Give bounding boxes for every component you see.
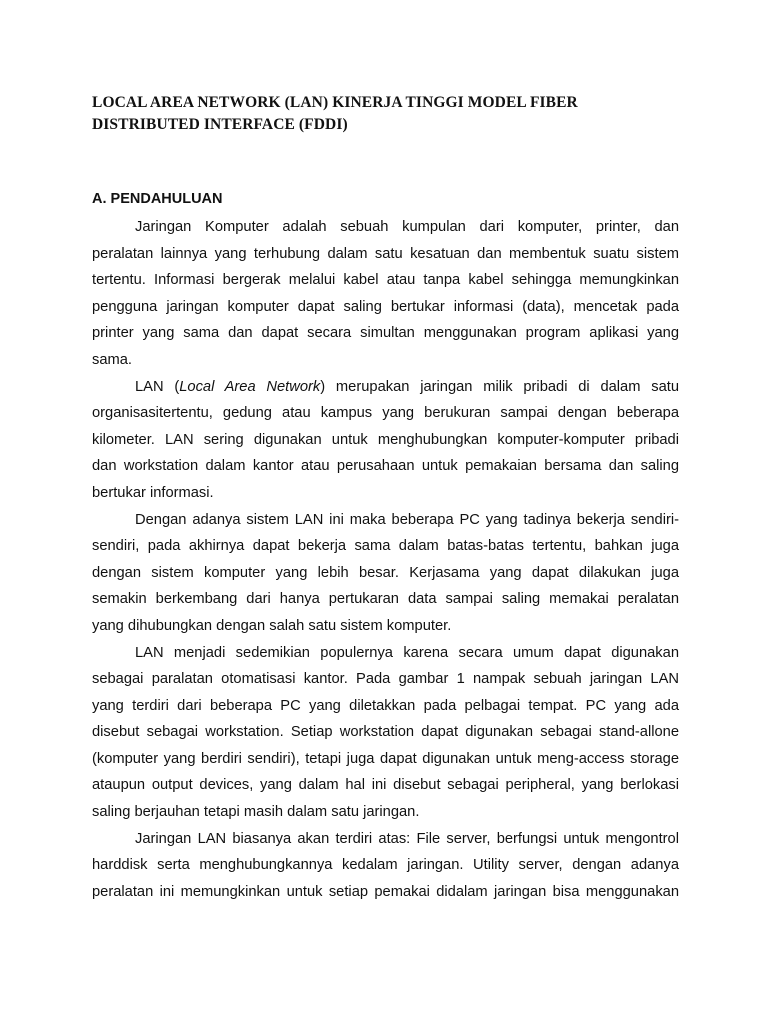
text-line: ataupun output devices, yang dalam hal ini disebut sebagai peripheral, yang berlokasi bbox=[92, 777, 679, 794]
text-line: harddisk serta menghubungkannya kedalam jaringan. Utility server, dengan adanya bbox=[92, 857, 679, 874]
text-line: organisasitertentu, gedung atau kampus yang berukuran sampai dengan beberapa bbox=[92, 405, 679, 422]
italic-term: Local Area Network bbox=[179, 378, 321, 395]
document-title-line: LOCAL AREA NETWORK (LAN) KINERJA TINGGI MODEL FIBER bbox=[92, 94, 578, 111]
text-line: sebagai paralatan otomatisasi kantor. Pada gambar 1 nampak sebuah jaringan LAN bbox=[92, 671, 679, 688]
text-line: LAN menjadi sedemikian populernya karena secara umum dapat digunakan bbox=[135, 644, 679, 661]
text-line: sama. bbox=[92, 351, 132, 368]
text-line: sendiri, pada akhirnya dapat bekerja sama dalam batas-batas tertentu, bahkan juga bbox=[92, 538, 679, 555]
text-line: pengguna jaringan komputer dapat saling bertukar informasi (data), mencetak pada bbox=[92, 298, 679, 315]
paragraph-2 bbox=[92, 374, 679, 507]
text-line: dan workstation dalam kantor atau perusahaan untuk pemakaian bersama dan saling bbox=[92, 458, 679, 475]
text-line: saling berjauhan tetapi masih dalam satu jaringan. bbox=[92, 804, 420, 821]
document-title-line: DISTRIBUTED INTERFACE (FDDI) bbox=[92, 116, 348, 133]
text-line: semakin berkembang dari hanya pertukaran data sampai saling memakai peralatan bbox=[92, 591, 679, 608]
text-line: bertukar informasi. bbox=[92, 484, 214, 501]
body-text bbox=[92, 214, 679, 905]
paragraph-1 bbox=[92, 214, 679, 374]
text-line: yang dihubungkan dengan salah satu sistem komputer. bbox=[92, 617, 452, 634]
text-line: printer yang sama dan dapat secara simultan menggunakan program aplikasi yang bbox=[92, 325, 679, 342]
text-line: yang terdiri dari beberapa PC yang diletakkan pada pelbagai tempat. PC yang ada bbox=[92, 697, 679, 714]
section-heading: A. PENDAHULUAN bbox=[92, 191, 223, 207]
text-line: disebut sebagai workstation. Setiap workstation dapat digunakan sebagai stand-allone bbox=[92, 724, 679, 741]
text-line: tertentu. Informasi bergerak melalui kabel atau tanpa kabel sehingga memungkinkan bbox=[92, 272, 679, 289]
text-line: peralatan ini memungkinkan untuk setiap pemakai didalam jaringan bisa menggunakan bbox=[92, 883, 679, 900]
text-line: kilometer. LAN sering digunakan untuk menghubungkan komputer-komputer pribadi bbox=[92, 431, 679, 448]
text-line bbox=[92, 374, 679, 401]
paragraph-3 bbox=[92, 507, 679, 640]
document-title bbox=[92, 92, 692, 136]
text-line: Dengan adanya sistem LAN ini maka beberapa PC yang tadinya bekerja sendiri- bbox=[135, 511, 679, 528]
text-line: dengan sistem komputer yang lebih besar. Kerjasama yang dapat dilakukan juga bbox=[92, 564, 679, 581]
paragraph-5 bbox=[92, 826, 679, 906]
text-line: Jaringan Komputer adalah sebuah kumpulan dari komputer, printer, dan bbox=[135, 219, 679, 235]
paragraph-4 bbox=[92, 640, 679, 826]
text-line: (komputer yang berdiri sendiri), tetapi juga dapat digunakan untuk meng-access storage bbox=[92, 750, 679, 767]
text-segment: ) merupakan jaringan milik pribadi di dalam satu bbox=[320, 378, 679, 395]
text-segment: LAN ( bbox=[135, 378, 180, 395]
text-line: peralatan lainnya yang terhubung dalam satu kesatuan dan membentuk suatu sistem bbox=[92, 245, 679, 262]
text-line: Jaringan LAN biasanya akan terdiri atas: File server, berfungsi untuk mengontrol bbox=[135, 830, 679, 847]
